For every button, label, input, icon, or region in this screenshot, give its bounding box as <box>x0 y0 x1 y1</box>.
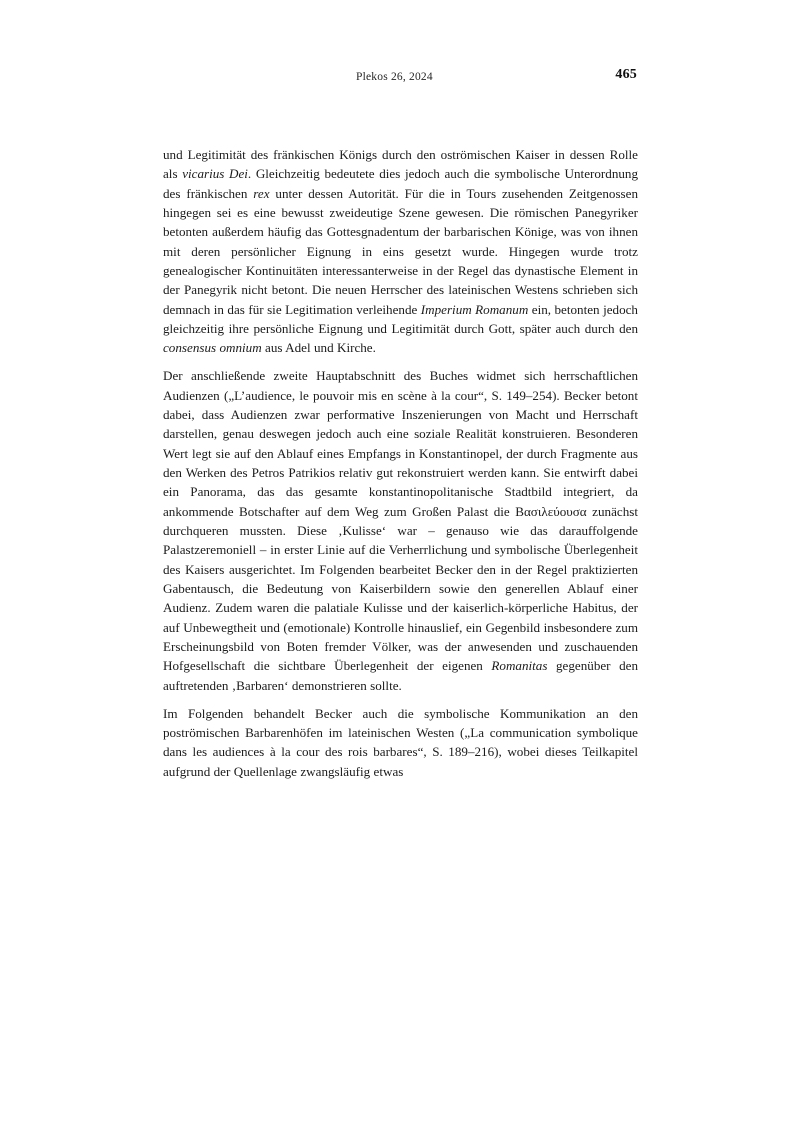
italic-term: Imperium Romanum <box>420 301 529 317</box>
text-run: zunächst durchqueren mussten. Diese ‚Kulisse‘ war – genauso wie das darauffolgende Palastzeremoniell – in erster Linie auf die Verherrlichung und symbolische Überlegenheit des Kaisers ausgerichtet. Im Folgenden bearbeitet Becker den in der Regel praktizierten Gabentausch, die Bedeutung von Kaiserbildern sowie den generellen Ablauf einer Audienz. Zudem waren die palatiale Kulisse und der kaiserlich-körperliche Habitus, der auf Unbewegtheit und (emotionale) Kontrolle hinauslief, ein Gegenbild insbesondere zum Erscheinungsbild von Boten fremder Völker, was der anwesenden und zuschauenden Hofgesellschaft die sichtbare Überlegenheit der eigenen <box>163 503 638 674</box>
text-run: unter dessen Autorität. Für die in Tours zusehenden Zeitgenossen hingegen sei es eine bewusst zweideutige Szene gewesen. Die römischen Panegyriker betonten außerdem häufig das Gottesgnadentum der barbarischen Könige, was von ihnen mit deren persönlicher Eignung in eins gesetzt wurde. Hingegen wurde trotz genealogischer Kontinuitäten interessanterweise in der Regel das dynastische Element in der Panegyrik nicht betont. Die neuen Herrscher des lateinischen Westens schrieben sich demnach in das für sie Legitimation verleihende <box>163 185 638 317</box>
italic-term: Romanitas <box>491 658 548 674</box>
paragraph-1 <box>163 145 638 358</box>
text-run: ein, betonten jedoch gleichzeitig ihre persönliche Eignung und Legitimität durch Gott, später auch durch den <box>163 301 638 337</box>
italic-term: vicarius Dei <box>182 166 248 182</box>
text-run: gegenüber den auftretenden ‚Barbaren‘ demonstrieren sollte. <box>163 658 639 693</box>
text-run: . Gleichzeitig bedeutete dies jedoch auch die symbolische Unterordnung des fränkischen <box>163 166 639 201</box>
paragraph-3 <box>163 704 638 781</box>
text-run: und Legitimität des fränkischen Königs durch den oströmischen Kaiser in dessen Rolle als <box>163 147 638 182</box>
text-run: aus Adel und Kirche. <box>261 340 376 356</box>
italic-term: rex <box>253 185 270 201</box>
italic-term: consensus omnium <box>163 340 262 356</box>
text-run: Der anschließende zweite Hauptabschnitt des Buches widmet sich herrschaftlichen Audienzen („L’audience, le pouvoir mis en scène à la cour“, S. 149–254). Becker betont dabei, dass Audienzen zwar performative Inszenierungen von Macht und Herrschaft darstellen, genau deswegen jedoch auch eine soziale Realität konstruieren. Besonderen Wert legt sie auf den Ablauf eines Empfangs in Konstantinopel, der durch Fragmente aus den Werken des Petros Patrikios relativ gut rekonstruiert werden kann. Sie entwirft dabei ein Panorama, das das gesamte konstantinopolitanische Stadtbild integriert, da ankommende Botschafter auf dem Weg zum Großen Palast die <box>163 368 638 519</box>
running-header-journal: Plekos 26, 2024 <box>356 71 433 83</box>
text-run: Im Folgenden behandelt Becker auch die symbolische Kommunikation an den poströmischen Barbarenhöfen im lateinischen Westen („La communication symbolique dans les audiences à la cour des rois barbares“, S. 189–216), wobei dieses Teilkapitel aufgrund der Quellenlage zwangsläufig etwas <box>163 705 638 779</box>
running-header <box>163 67 637 91</box>
page-number: 465 <box>615 67 637 82</box>
body-text-block <box>163 145 638 781</box>
greek-term: Βασιλεύουσα <box>515 503 587 519</box>
paragraph-2 <box>163 366 638 695</box>
